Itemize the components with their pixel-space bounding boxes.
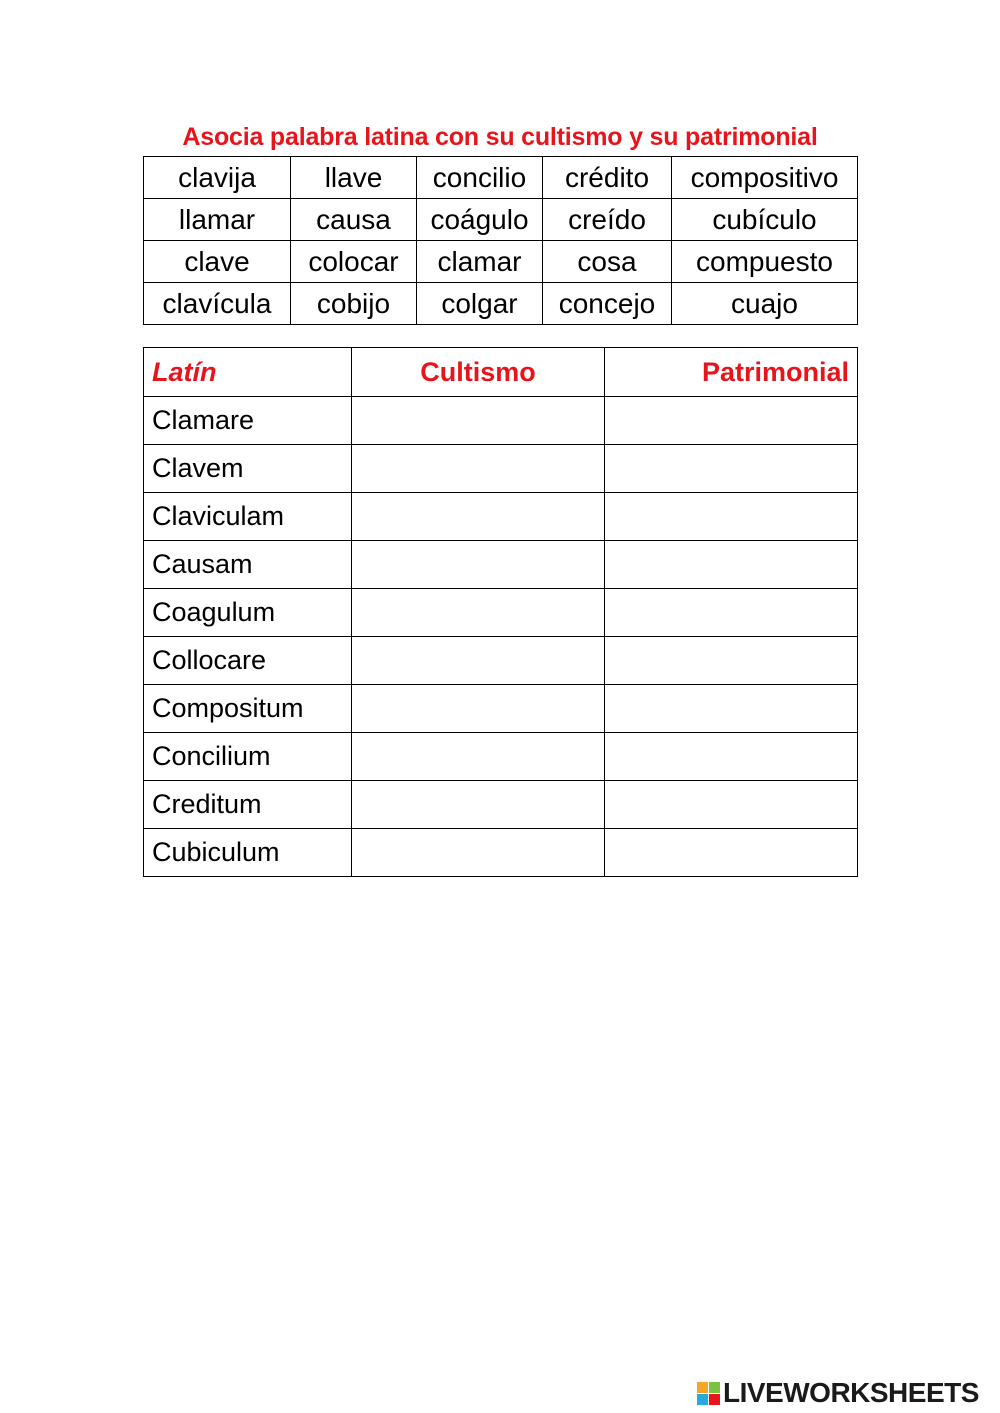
word-bank-cell: compositivo (672, 157, 858, 199)
worksheet-title: Asocia palabra latina con su cultismo y su patrimonial (182, 123, 818, 151)
word-bank-cell: causa (291, 199, 417, 241)
answer-table-header (144, 348, 858, 397)
cultismo-answer-cell[interactable] (352, 589, 605, 637)
word-bank-row (144, 157, 858, 199)
latin-word-cell: Clamare (144, 397, 352, 445)
answer-table (143, 347, 858, 877)
table-row (144, 397, 858, 445)
word-bank-cell: clavícula (144, 283, 291, 325)
latin-word-cell: Compositum (144, 685, 352, 733)
table-row (144, 493, 858, 541)
latin-word-cell: Causam (144, 541, 352, 589)
word-bank-row (144, 199, 858, 241)
word-bank-cell: creído (543, 199, 672, 241)
table-row (144, 445, 858, 493)
logo-square-1 (697, 1382, 708, 1393)
word-bank-cell: llave (291, 157, 417, 199)
liveworksheets-logo-icon (697, 1382, 720, 1405)
patrimonial-answer-cell[interactable] (605, 589, 858, 637)
table-row (144, 829, 858, 877)
word-bank-table (143, 156, 858, 325)
patrimonial-answer-cell[interactable] (605, 397, 858, 445)
logo-square-2 (709, 1382, 720, 1393)
word-bank-cell: clamar (417, 241, 543, 283)
patrimonial-answer-cell[interactable] (605, 685, 858, 733)
header-cultismo: Cultismo (352, 348, 605, 397)
word-bank-cell: cosa (543, 241, 672, 283)
latin-word-cell: Concilium (144, 733, 352, 781)
latin-word-cell: Claviculam (144, 493, 352, 541)
logo-square-4 (709, 1394, 720, 1405)
patrimonial-answer-cell[interactable] (605, 637, 858, 685)
latin-word-cell: Collocare (144, 637, 352, 685)
word-bank-cell: llamar (144, 199, 291, 241)
table-row (144, 541, 858, 589)
latin-word-cell: Creditum (144, 781, 352, 829)
word-bank-cell: concilio (417, 157, 543, 199)
cultismo-answer-cell[interactable] (352, 829, 605, 877)
table-row (144, 637, 858, 685)
latin-word-cell: Coagulum (144, 589, 352, 637)
cultismo-answer-cell[interactable] (352, 733, 605, 781)
cultismo-answer-cell[interactable] (352, 637, 605, 685)
word-bank-cell: colocar (291, 241, 417, 283)
cultismo-answer-cell[interactable] (352, 541, 605, 589)
header-patrimonial: Patrimonial (605, 348, 858, 397)
word-bank-cell: cobijo (291, 283, 417, 325)
word-bank-cell: concejo (543, 283, 672, 325)
word-bank-row (144, 283, 858, 325)
cultismo-answer-cell[interactable] (352, 397, 605, 445)
word-bank-cell: clave (144, 241, 291, 283)
word-bank-cell: cubículo (672, 199, 858, 241)
table-row (144, 589, 858, 637)
cultismo-answer-cell[interactable] (352, 781, 605, 829)
patrimonial-answer-cell[interactable] (605, 541, 858, 589)
table-row (144, 733, 858, 781)
table-row (144, 685, 858, 733)
liveworksheets-logo (697, 1378, 979, 1408)
logo-text: LIVEWORKSHEETS (723, 1377, 979, 1408)
cultismo-answer-cell[interactable] (352, 685, 605, 733)
latin-word-cell: Clavem (144, 445, 352, 493)
latin-word-cell: Cubiculum (144, 829, 352, 877)
word-bank-cell: cuajo (672, 283, 858, 325)
patrimonial-answer-cell[interactable] (605, 493, 858, 541)
patrimonial-answer-cell[interactable] (605, 733, 858, 781)
word-bank-cell: colgar (417, 283, 543, 325)
word-bank-cell: coágulo (417, 199, 543, 241)
cultismo-answer-cell[interactable] (352, 493, 605, 541)
word-bank-cell: clavija (144, 157, 291, 199)
table-row (144, 781, 858, 829)
logo-square-3 (697, 1394, 708, 1405)
word-bank-cell: crédito (543, 157, 672, 199)
patrimonial-answer-cell[interactable] (605, 829, 858, 877)
patrimonial-answer-cell[interactable] (605, 445, 858, 493)
patrimonial-answer-cell[interactable] (605, 781, 858, 829)
cultismo-answer-cell[interactable] (352, 445, 605, 493)
word-bank-row (144, 241, 858, 283)
word-bank-cell: compuesto (672, 241, 858, 283)
header-latin: Latín (144, 348, 352, 397)
